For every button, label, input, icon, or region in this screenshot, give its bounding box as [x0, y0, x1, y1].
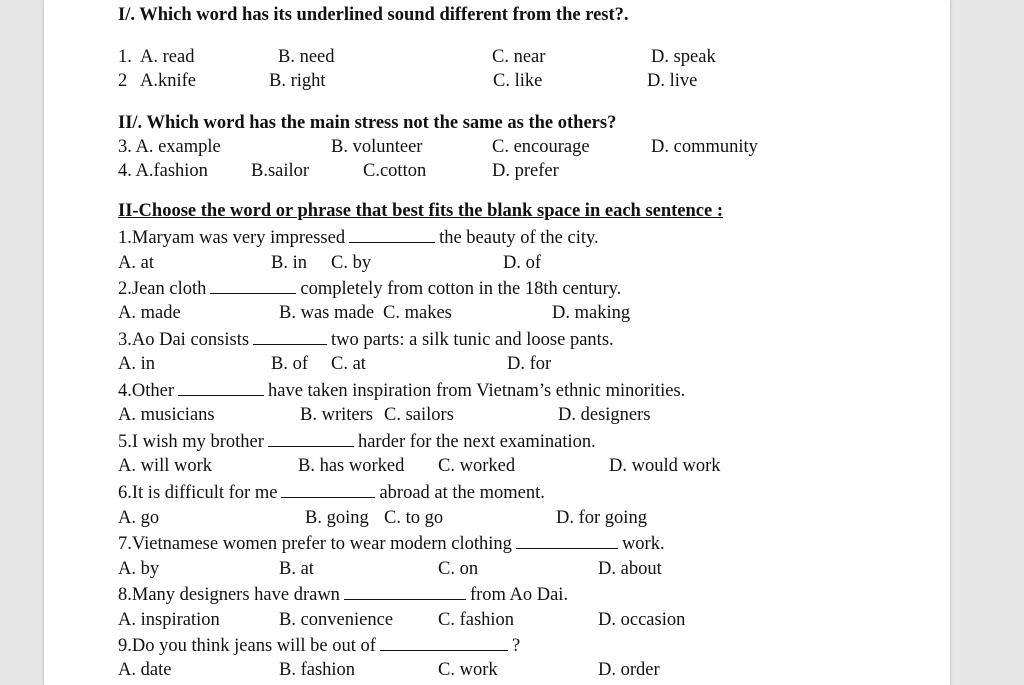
q-3-option-a: A. in	[118, 354, 155, 374]
sentence-1-blank	[349, 226, 435, 243]
q1-option-c: C. near	[492, 47, 546, 67]
sentence-9	[118, 634, 520, 657]
q-9-option-a: A. date	[118, 660, 172, 680]
q-9-option-c: C. work	[438, 660, 498, 680]
q-5-option-a: A. will work	[118, 456, 213, 476]
q3-option-c: C. encourage	[492, 137, 590, 157]
q-7-option-a: A. by	[118, 559, 160, 579]
sentence-2-text-before: 2.Jean cloth	[118, 279, 207, 299]
sentence-6-blank	[281, 481, 375, 498]
q-7-option-d: D. about	[598, 559, 662, 579]
q-5-option-b: B. has worked	[298, 456, 405, 476]
q3-option-a: 3. A. example	[118, 137, 221, 157]
sentence-5	[118, 430, 596, 453]
sentence-5-text-before: 5.I wish my brother	[118, 432, 264, 452]
q4-option-d: D. prefer	[492, 161, 559, 181]
q-1-option-d: D. of	[503, 253, 542, 273]
sentence-9-text-after: ?	[511, 636, 521, 656]
sentence-6-text-after: abroad at the moment.	[379, 483, 545, 503]
q-3-option-b: B. of	[271, 354, 308, 374]
q2-number: 2	[118, 71, 128, 91]
q-7-option-c: C. on	[438, 559, 479, 579]
sentence-7-text-before: 7.Vietnamese women prefer to wear modern clothing	[118, 534, 512, 554]
section-3-title: II-Choose the word or phrase that best fits the blank space in each sentence :	[118, 201, 724, 221]
q-2-option-b: B. was made	[279, 303, 375, 323]
q-8-option-b: B. convenience	[279, 610, 394, 630]
q-4-option-c: C. sailors	[384, 405, 454, 425]
q-4-option-d: D. designers	[558, 405, 651, 425]
sentence-8	[118, 583, 568, 606]
q-8-option-a: A. inspiration	[118, 610, 220, 630]
sentence-4-text-before: 4.Other	[118, 381, 174, 401]
q1-option-d: D. speak	[651, 47, 716, 67]
q-1-option-c: C. by	[331, 253, 372, 273]
sentence-5-blank	[268, 430, 354, 447]
q-2-option-d: D. making	[552, 303, 631, 323]
q1-option-b: B. need	[278, 47, 335, 67]
section-2-title: II/. Which word has the main stress not the same as the others?	[118, 113, 617, 133]
sentence-3-text-before: 3.Ao Dai consists	[118, 330, 250, 350]
q2-option-a: A.knife	[140, 71, 196, 91]
sentence-1-text-after: the beauty of the city.	[439, 228, 599, 248]
q-1-option-a: A. at	[118, 253, 154, 273]
section-1-title: I/. Which word has its underlined sound different from the rest?.	[118, 5, 629, 25]
q2-option-d: D. live	[647, 71, 698, 91]
sentence-4-text-after: have taken inspiration from Vietnam’s ethnic minorities.	[268, 381, 686, 401]
q-1-option-b: B. in	[271, 253, 307, 273]
sentence-3-blank	[253, 328, 327, 345]
sentence-9-blank	[380, 634, 508, 651]
sentence-2	[118, 277, 621, 300]
q-6-option-b: B. going	[305, 508, 369, 528]
q4-option-c: C.cotton	[363, 161, 427, 181]
q-7-option-b: B. at	[279, 559, 314, 579]
q-4-option-a: A. musicians	[118, 405, 215, 425]
q-5-option-d: D. would work	[609, 456, 721, 476]
q3-option-d: D. community	[651, 137, 758, 157]
sentence-7-blank	[516, 532, 618, 549]
q-2-option-c: C. makes	[383, 303, 452, 323]
q4-option-a: 4. A.fashion	[118, 161, 208, 181]
q-6-option-d: D. for going	[556, 508, 647, 528]
sentence-6	[118, 481, 545, 504]
sentence-5-text-after: harder for the next examination.	[357, 432, 596, 452]
sentence-1-text-before: 1.Maryam was very impressed	[118, 228, 346, 248]
q-3-option-d: D. for	[507, 354, 552, 374]
sentence-2-text-after: completely from cotton in the 18th century.	[300, 279, 622, 299]
sentence-7-text-after: work.	[621, 534, 665, 554]
q-8-option-c: C. fashion	[438, 610, 515, 630]
q-8-option-d: D. occasion	[598, 610, 686, 630]
q-6-option-a: A. go	[118, 508, 160, 528]
q4-option-b: B.sailor	[251, 161, 310, 181]
sentence-3	[118, 328, 614, 351]
q-6-option-c: C. to go	[384, 508, 444, 528]
sentence-3-text-after: two parts: a silk tunic and loose pants.	[331, 330, 614, 350]
sentence-9-text-before: 9.Do you think jeans will be out of	[118, 636, 376, 656]
document-page	[44, 0, 950, 685]
q2-option-b: B. right	[269, 71, 326, 91]
q2-option-c: C. like	[493, 71, 543, 91]
q-2-option-a: A. made	[118, 303, 181, 323]
q3-option-b: B. volunteer	[331, 137, 423, 157]
sentence-6-text-before: 6.It is difficult for me	[118, 483, 278, 503]
q1-option-a: A. read	[140, 47, 195, 67]
sentence-8-blank	[344, 583, 466, 600]
q-4-option-b: B. writers	[300, 405, 373, 425]
sentence-8-text-before: 8.Many designers have drawn	[118, 585, 340, 605]
sentence-7	[118, 532, 665, 555]
sentence-4-blank	[178, 379, 264, 396]
q-9-option-b: B. fashion	[279, 660, 356, 680]
q-3-option-c: C. at	[331, 354, 366, 374]
sentence-4	[118, 379, 685, 402]
sentence-2-blank	[210, 277, 296, 294]
q1-number: 1.	[118, 47, 132, 67]
q-9-option-d: D. order	[598, 660, 660, 680]
sentence-1	[118, 226, 599, 249]
sentence-8-text-after: from Ao Dai.	[469, 585, 569, 605]
q-5-option-c: C. worked	[438, 456, 516, 476]
